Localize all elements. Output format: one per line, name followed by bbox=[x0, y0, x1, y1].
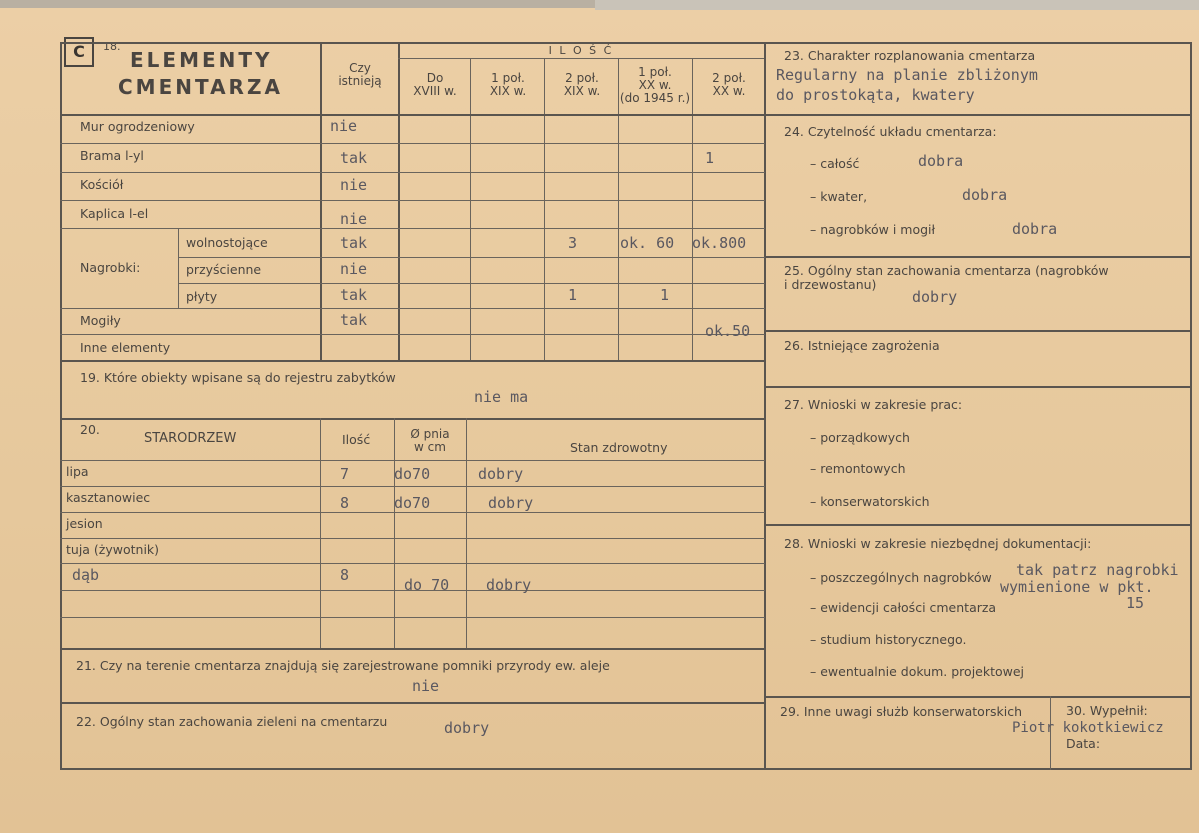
row-label-brama: Brama l-yl bbox=[80, 148, 144, 163]
qty-plyty-c4: 1 bbox=[660, 286, 670, 304]
rule bbox=[60, 486, 765, 487]
sec27-item-2: – remontowych bbox=[810, 461, 906, 476]
exists-mur: nie bbox=[330, 117, 358, 135]
tree-qty-lipa: 7 bbox=[340, 465, 350, 483]
tree-qty-dab: 8 bbox=[340, 566, 350, 584]
row-label-inne: Inne elementy bbox=[80, 340, 171, 355]
rule bbox=[470, 58, 471, 360]
rule bbox=[60, 200, 765, 201]
sec22-value: dobry bbox=[444, 719, 490, 737]
tree-diam-lipa: do70 bbox=[394, 465, 431, 483]
row-label-kaplica: Kaplica l-el bbox=[80, 206, 149, 221]
sec25-label-2: i drzewostanu) bbox=[784, 277, 877, 292]
tree-health-kasztanowiec: dobry bbox=[488, 494, 534, 512]
rule bbox=[60, 563, 765, 564]
rule bbox=[692, 58, 693, 360]
sec28-value-1: tak patrz nagrobki bbox=[1016, 561, 1179, 579]
tree-name-lipa: lipa bbox=[66, 464, 89, 479]
sec18-title-1: ELEMENTY bbox=[130, 48, 273, 72]
rule bbox=[1190, 42, 1192, 770]
col-header-2: 1 poł. XIX w. bbox=[489, 71, 527, 98]
row-label-kosciol: Kościół bbox=[80, 177, 124, 192]
sec23-value-2: do prostokąta, kwatery bbox=[776, 86, 975, 104]
row-label-mogily: Mogiły bbox=[80, 313, 121, 328]
sec20-col-health: Stan zdrowotny bbox=[570, 440, 668, 455]
tree-name-tuja: tuja (żywotnik) bbox=[66, 542, 160, 557]
sec21-label: 21. Czy na terenie cmentarza znajdują się zarejestrowane pomniki przyrody ew. aleje bbox=[76, 658, 610, 673]
scan-edge-right bbox=[595, 0, 1199, 10]
rule bbox=[60, 334, 765, 335]
rule bbox=[466, 418, 467, 648]
rule bbox=[60, 114, 765, 116]
qty-plyty-c3: 1 bbox=[568, 286, 578, 304]
sec24-item-2: – kwater, bbox=[810, 189, 868, 204]
row-label-wolnostojace: wolnostojące bbox=[186, 235, 268, 250]
rule bbox=[766, 42, 1192, 44]
exists-wolnostojace: tak bbox=[340, 234, 368, 252]
sec18-title-2: CMENTARZA bbox=[118, 75, 283, 99]
rule bbox=[320, 418, 321, 648]
sec24-value-3: dobra bbox=[1012, 220, 1058, 238]
ilosc-header: I L O Ś Ć bbox=[548, 44, 614, 57]
sec28-value-3: 15 bbox=[1126, 594, 1145, 612]
sec30-name: Piotr kokotkiewicz bbox=[1012, 720, 1164, 736]
sec26-label: 26. Istniejące zagrożenia bbox=[784, 338, 940, 353]
sec27-item-1: – porządkowych bbox=[810, 430, 910, 445]
sec24-value-2: dobra bbox=[962, 186, 1008, 204]
rule bbox=[60, 228, 765, 229]
rule bbox=[60, 143, 765, 144]
exists-przyscienne: nie bbox=[340, 260, 368, 278]
sec28-item-4: – ewentualnie dokum. projektowej bbox=[810, 664, 1025, 679]
col-header-1: Do XVIII w. bbox=[413, 71, 457, 98]
tree-diam-dab: do 70 bbox=[404, 576, 450, 594]
row-label-mur: Mur ogrodzeniowy bbox=[80, 119, 195, 134]
exists-plyty: tak bbox=[340, 286, 368, 304]
qty-mogily-c5: ok.50 bbox=[705, 322, 751, 340]
sec24-item-3: – nagrobków i mogił bbox=[810, 222, 936, 237]
exists-brama: tak bbox=[340, 149, 368, 167]
rule bbox=[178, 228, 179, 308]
rule bbox=[766, 386, 1192, 388]
sec21-value: nie bbox=[412, 677, 440, 695]
col-exists-header: Czy istnieją bbox=[338, 61, 382, 88]
sec25-label-1: 25. Ogólny stan zachowania cmentarza (nagrobków bbox=[784, 263, 1109, 278]
tree-name-dab: dąb bbox=[72, 566, 100, 584]
tree-diam-kasztanowiec: do70 bbox=[394, 494, 431, 512]
col-header-3: 2 poł. XIX w. bbox=[563, 71, 601, 98]
rule bbox=[766, 256, 1192, 258]
exists-kosciol: nie bbox=[340, 176, 368, 194]
sec27-item-3: – konserwatorskich bbox=[810, 494, 930, 509]
sec30-date-label: Data: bbox=[1066, 736, 1101, 751]
sec20-col-diam: Ø pnia w cm bbox=[410, 427, 450, 454]
nagrobki-label: Nagrobki: bbox=[80, 260, 141, 275]
tree-health-lipa: dobry bbox=[478, 465, 524, 483]
rule bbox=[60, 460, 765, 461]
rule bbox=[764, 42, 766, 770]
sec28-label: 28. Wnioski w zakresie niezbędnej dokumentacji: bbox=[784, 536, 1092, 551]
rule bbox=[60, 172, 765, 173]
sec20-col-qty: Ilość bbox=[342, 432, 371, 447]
qty-wolno-c3: 3 bbox=[568, 234, 578, 252]
exists-kaplica: nie bbox=[340, 210, 368, 228]
qty-wolno-c5: ok.800 bbox=[692, 234, 747, 252]
sec22-label: 22. Ogólny stan zachowania zieleni na cmentarzu bbox=[76, 714, 388, 729]
sec27-label: 27. Wnioski w zakresie prac: bbox=[784, 397, 963, 412]
sec28-item-2: – ewidencji całości cmentarza bbox=[810, 600, 997, 615]
sec29-label: 29. Inne uwagi służb konserwatorskich bbox=[780, 704, 1022, 719]
exists-mogily: tak bbox=[340, 311, 368, 329]
sec20-title: STARODRZEW bbox=[144, 431, 237, 446]
row-label-przyscienne: przyścienne bbox=[186, 262, 262, 277]
rule bbox=[320, 42, 322, 360]
rule bbox=[766, 330, 1192, 332]
rule bbox=[60, 418, 765, 420]
rule bbox=[60, 648, 765, 650]
tree-qty-kasztanowiec: 8 bbox=[340, 494, 350, 512]
sec19-label: 19. Które obiekty wpisane są do rejestru zabytków bbox=[80, 370, 396, 385]
sec24-label: 24. Czytelność układu cmentarza: bbox=[784, 124, 997, 139]
rule bbox=[544, 58, 545, 360]
sec18-number: 18. bbox=[103, 40, 121, 53]
sec23-label: 23. Charakter rozplanowania cmentarza bbox=[784, 48, 1036, 63]
sec30-label: 30. Wypełnił: bbox=[1066, 703, 1148, 718]
tree-name-kasztanowiec: kasztanowiec bbox=[66, 490, 151, 505]
tree-name-jesion: jesion bbox=[66, 516, 103, 531]
sec24-value-1: dobra bbox=[918, 152, 964, 170]
rule bbox=[60, 42, 62, 770]
rule bbox=[60, 308, 765, 309]
rule bbox=[766, 696, 1192, 698]
sec28-value-2: wymienione w pkt. bbox=[1000, 578, 1154, 596]
rule bbox=[60, 702, 765, 704]
tree-health-dab: dobry bbox=[486, 576, 532, 594]
col-header-5: 2 poł. XX w. bbox=[712, 71, 746, 98]
qty-brama-c5: 1 bbox=[705, 149, 715, 167]
row-label-plyty: płyty bbox=[186, 289, 218, 304]
rule bbox=[60, 617, 765, 618]
sec19-value: nie ma bbox=[474, 388, 529, 406]
rule bbox=[60, 768, 765, 770]
rule bbox=[60, 360, 765, 362]
col-header-4: 1 poł. XX w. (do 1945 r.) bbox=[619, 65, 691, 105]
rule bbox=[60, 538, 765, 539]
rule bbox=[766, 768, 1192, 770]
rule bbox=[398, 58, 764, 59]
sec28-item-3: – studium historycznego. bbox=[810, 632, 967, 647]
sec25-value: dobry bbox=[912, 288, 958, 306]
rule bbox=[178, 257, 765, 258]
form-code-box: C bbox=[64, 37, 94, 67]
sec20-number: 20. bbox=[80, 422, 100, 437]
qty-wolno-c4: ok. 60 bbox=[620, 234, 675, 252]
sec28-item-1: – poszczególnych nagrobków bbox=[810, 570, 992, 585]
rule bbox=[60, 512, 765, 513]
sec24-item-1: – całość bbox=[810, 156, 860, 171]
rule bbox=[766, 114, 1192, 116]
rule bbox=[178, 283, 765, 284]
sec23-value-1: Regularny na planie zbliżonym bbox=[776, 66, 1038, 84]
rule bbox=[766, 524, 1192, 526]
